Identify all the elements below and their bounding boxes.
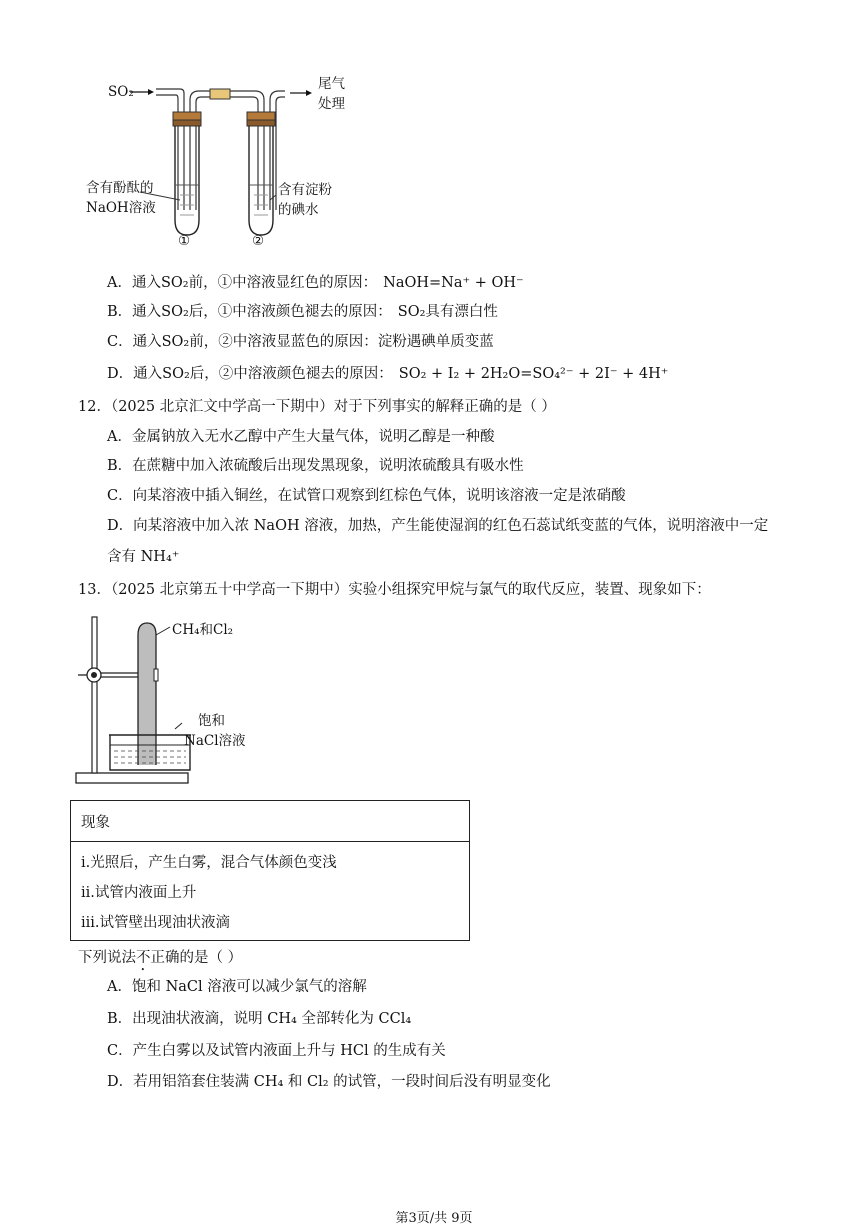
q11-option-d-letter: D． <box>107 366 134 382</box>
q13-question-emphasis: 不 <box>136 950 151 966</box>
q13-option-d: D．若用铝箔套住装满 CH₄ 和 Cl₂ 的试管，一段时间后没有明显变化 <box>107 1074 551 1090</box>
table-row <box>71 842 470 877</box>
q13-stem <box>78 578 711 599</box>
q13-option-c: C．产生白雾以及试管内液面上升与 HCl 的生成有关 <box>107 1043 446 1059</box>
observation-header-cell: 现象 <box>71 801 470 842</box>
q12-option-d-line1: D．向某溶液中加入浓 NaOH 溶液，加热，产生能使湿润的红色石蕊试纸变蓝的气体，说明溶液中一定 <box>107 518 769 534</box>
q13-number: 13． <box>78 582 111 598</box>
q11-option-b-text: 通入SO₂后，①中溶液颜色褪去的原因： <box>132 304 392 320</box>
q12-option-c: C．向某溶液中插入铜丝，在试管口观察到红棕色气体，说明该溶液一定是浓硝酸 <box>107 488 626 504</box>
q12-stem <box>78 395 556 416</box>
q13-question-pre: 下列说法 <box>78 950 136 966</box>
q11-option-c <box>107 330 494 351</box>
q11-option-a-text: 通入SO₂前，①中溶液显红色的原因： <box>131 275 378 291</box>
table-row <box>71 906 470 941</box>
observation-row-1: i.光照后，产生白雾，混合气体颜色变浅 <box>81 854 337 871</box>
tube2-label-line2: 的碘水 <box>278 202 319 218</box>
q11-option-b-letter: B． <box>107 304 133 320</box>
q12-option-b: B．在蔗糖中加入浓硫酸后出现发黑现象，说明浓硫酸具有吸水性 <box>107 458 524 474</box>
q11-option-d <box>107 362 668 383</box>
so2-inlet-label: SO₂ <box>108 84 134 100</box>
q11-option-a <box>107 271 524 292</box>
observation-row-2: ii.试管内液面上升 <box>81 884 197 901</box>
q12-number: 12． <box>78 399 111 415</box>
page-footer: 第3页/共 9页 <box>395 1211 473 1226</box>
tube2-number: ② <box>252 233 265 249</box>
observation-row-3: iii.试管壁出现油状液滴 <box>81 914 231 931</box>
q12-option-d-line2: 含有 NH₄⁺ <box>107 549 180 565</box>
methane-chlorine-apparatus-diagram <box>70 605 270 795</box>
observation-table-header <box>71 801 470 842</box>
q13-option-b: B．出现油状液滴，说明 CH₄ 全部转化为 CCl₄ <box>107 1011 412 1027</box>
q12-option-a: A．金属钠放入无水乙醇中产生大量气体，说明乙醇是一种酸 <box>107 429 495 445</box>
q12-stem-text: （2025 北京汇文中学高一下期中）对于下列事实的解释正确的是（ ） <box>110 399 556 415</box>
q11-option-c-letter: C． <box>107 334 133 350</box>
table-row <box>71 876 470 906</box>
q11-option-a-formula: NaOH=Na⁺ + OH⁻ <box>383 275 524 291</box>
saturated-solution-label-line1: 饱和 <box>198 713 225 729</box>
tube2-label-line1: 含有淀粉 <box>278 182 332 198</box>
q11-option-d-text: 通入SO₂后，②中溶液颜色褪去的原因： <box>133 366 393 382</box>
q13-option-a: A．饱和 NaCl 溶液可以减少氯气的溶解 <box>107 979 367 995</box>
q11-option-c-text: 通入SO₂前，②中溶液显蓝色的原因：淀粉遇碘单质变蓝 <box>132 334 494 350</box>
q11-option-b-formula: SO₂具有漂白性 <box>397 304 498 320</box>
q11-option-a-letter: A． <box>107 275 132 291</box>
q13-question-post: 正确的是（ ） <box>150 950 243 966</box>
tube1-label-line1: 含有酚酞的 <box>86 180 154 196</box>
exhaust-label-line1: 尾气 <box>318 76 345 92</box>
q11-option-d-formula: SO₂ + I₂ + 2H₂O=SO₄²⁻ + 2I⁻ + 4H⁺ <box>398 366 669 382</box>
tube1-number: ① <box>178 233 191 249</box>
q11-option-b <box>107 300 498 321</box>
gas-mixture-label: CH₄和Cl₂ <box>172 622 234 638</box>
observation-table <box>70 800 470 941</box>
tube1-label-line2: NaOH溶液 <box>86 200 156 216</box>
q13-question <box>78 946 242 974</box>
q13-stem-text: （2025 北京第五十中学高一下期中）实验小组探究甲烷与氯气的取代反应，装置、现象如下： <box>110 582 711 598</box>
exhaust-label-line2: 处理 <box>318 96 345 112</box>
saturated-solution-label-line2: NaCl溶液 <box>184 733 246 749</box>
